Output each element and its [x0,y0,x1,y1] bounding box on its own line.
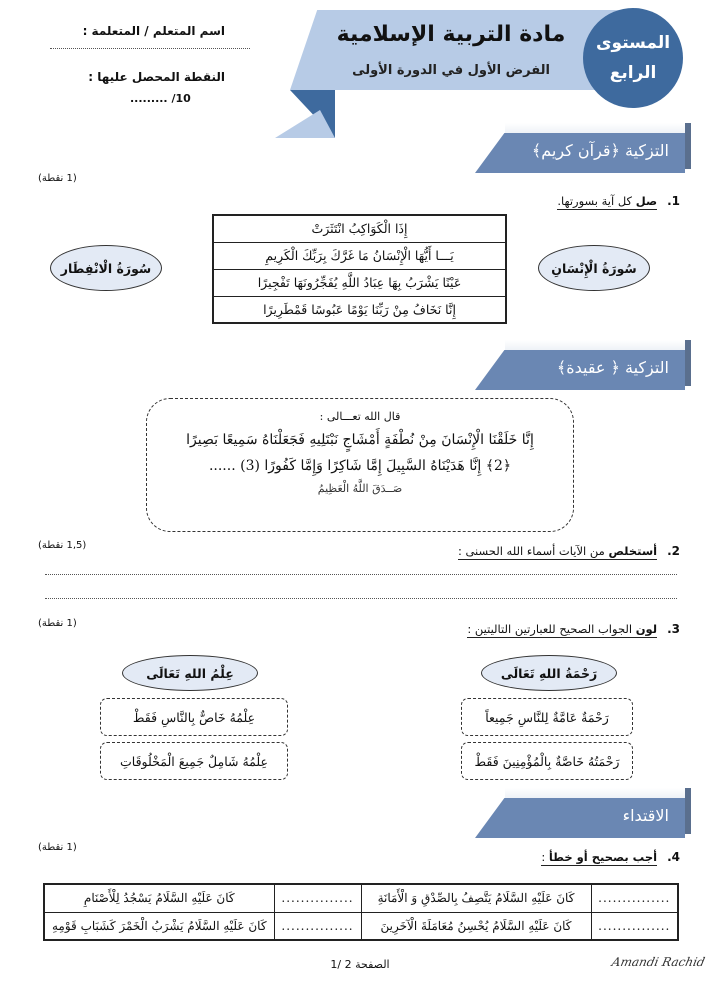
level-badge [583,8,683,108]
knowledge-title: عِلْمُ اللهِ تَعَالَى [122,655,258,691]
q4-verb: أجب بصحيح أو خطأ [548,850,658,864]
statement-cell: كَانَ عَلَيْهِ السَّلَامُ يَشْرَبُ الْخَمْرَ كَشَبَابِ قَوْمِهِ [44,912,274,940]
verse-line-2: ﴿2﴾ إِنَّا هَدَيْنَاهُ السَّبِيلَ إِمَّا شَاكِرًا وَإِمَّا كَفُورًا (3) ...... [208,458,512,474]
subject-title: مادة التربية الإسلامية [336,22,566,47]
q2-text: من الآيات أسماء الله الحسنى : [457,544,605,558]
q1-verb: صل [635,194,658,208]
q3-points: (1 نقطة) [38,618,77,629]
section-label: التزكية ﴿قرآن كريم﴾ [531,141,669,160]
q2-number: 2. [667,544,680,558]
page-number: الصفحة 2 /1 [330,958,390,971]
statement-cell: كَانَ عَلَيْهِ السَّلَامُ يَسْجُدُ لِلْأَصْنَامِ [44,884,274,912]
level-line1: المستوى [595,33,671,53]
q3-instruction [260,622,680,638]
q1-points: (1 نقطة) [38,173,77,184]
verse-cell[interactable]: إِذَا الْكَوَاكِبُ انْتَثَرَتْ [213,215,506,242]
section-label: التزكية ﴿ عقيدة﴾ [556,358,669,377]
verse-box [146,398,574,532]
section-banner-iqtida [475,798,685,838]
student-name-label: اسم المتعلم / المتعلمة : [82,24,225,38]
q2-points: (1,5 نقطة) [38,540,87,551]
verse-line-1: إِنَّا خَلَقْنَا الْإِنْسَانَ مِنْ نُطْفَةٍ أَمْشَاجٍ نَبْتَلِيهِ فَجَعَلْنَاهُ سَمِيعًا بَصِيرًا [186,432,534,448]
knowledge-option-2[interactable]: عِلْمُهُ شَامِلٌ جَمِيعَ الْمَخْلُوقَاتِ [100,742,288,780]
mercy-option-2[interactable]: رَحْمَتُهُ خَاصَّةٌ بِالْمُؤْمِنِينَ فَقَطْ [461,742,633,780]
q2-verb: أستخلص [608,544,658,558]
q3-number: 3. [667,622,680,636]
mercy-title: رَحْمَةُ اللهِ تَعَالَى [481,655,617,691]
section-banner-quran [475,133,685,173]
exam-subtitle: الفرض الأول في الدورة الأولى [352,63,550,78]
section-banner-aqida [475,350,685,390]
surah-infitar[interactable]: سُورَةُ الْانْفِطَار [50,245,162,291]
q2-instruction [260,544,680,560]
verse-closing: صَــدَقَ اللَّهُ الْعَظِيمُ [317,482,403,495]
answer-cell[interactable]: ............... [591,912,678,940]
table-row [44,884,678,912]
q3-verb: لون [635,622,658,636]
grade-label: النقطة المحصل عليها : [88,70,225,84]
q2-answer-line-2[interactable] [45,598,677,599]
q4-points: (1 نقطة) [38,842,77,853]
verses-table [212,214,507,324]
author-signature: Amandi Rachid [610,955,707,969]
level-line2: الرابع [609,63,657,83]
q4-text: : [541,850,546,864]
q2-answer-line-1[interactable] [45,574,677,575]
answer-cell[interactable]: ............... [591,884,678,912]
answer-cell[interactable]: ............... [274,912,361,940]
answer-cell[interactable]: ............... [274,884,361,912]
ribbon-fold [275,90,335,138]
student-name-field[interactable] [50,48,250,49]
verse-cell[interactable]: يَـــا أَيُّهَا الْإِنْسَانُ مَا غَرَّكَ بِرَبِّكَ الْكَرِيمِ [213,242,506,269]
q3-text: الجواب الصحيح للعبارتين التاليتين : [467,622,633,636]
surah-insan[interactable]: سُورَةُ الْإِنْسَانِ [538,245,650,291]
q4-instruction [260,850,680,866]
section-label: الاقتداء [622,806,669,825]
verse-cell[interactable]: إِنَّا نَخَافُ مِنْ رَبِّنَا يَوْمًا عَبُوسًا قَمْطَرِيرًا [213,296,506,323]
verse-intro: قال الله تعـــالى : [319,410,401,423]
mercy-option-1[interactable]: رَحْمَةٌ عَامَّةٌ لِلنَّاسِ جَمِيعاً [461,698,633,736]
q4-number: 4. [667,850,680,864]
table-row [44,912,678,940]
q1-instruction [260,194,680,210]
statement-cell: كَانَ عَلَيْهِ السَّلَامُ يُحْسِنُ مُعَامَلَةَ الْآخَرِينَ [361,912,591,940]
statement-cell: كَانَ عَلَيْهِ السَّلَامُ يَتَّصِفُ بِالصِّدْقِ وَ الْأَمَانَةِ [361,884,591,912]
knowledge-option-1[interactable]: عِلْمُهُ خَاصٌّ بِالنَّاسِ فَقَطْ [100,698,288,736]
grade-field[interactable]: ......... /10 [130,92,191,105]
q1-number: 1. [667,194,680,208]
true-false-table [43,883,679,941]
q1-text: كل آية بسورتها. [557,194,633,208]
verse-cell[interactable]: عَيْنًا يَشْرَبُ بِهَا عِبَادُ اللَّهِ يُفَجِّرُونَهَا تَفْجِيرًا [213,269,506,296]
